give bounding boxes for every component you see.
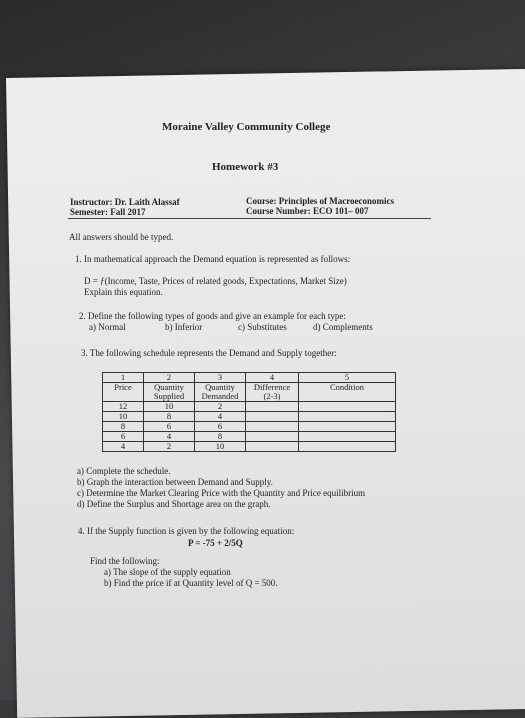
col-number: 1 [103,373,144,383]
instructor-line: Instructor: Dr. Laith Alassaf [70,197,180,207]
q3-subpart-d: d) Define the Surplus and Shortage area on the graph. [77,499,271,509]
question-4: 4. If the Supply function is given by the following equation: [78,526,295,536]
col-number: 4 [246,373,299,383]
supply-equation: P = -75 + 2/5Q [188,538,243,548]
column-header: Condition [299,383,396,402]
table-cell [299,422,396,432]
column-header: Quantity Supplied [144,383,195,402]
demand-equation: D = ƒ(Income, Taste, Prices of related goods, Expectations, Market Size) [84,276,347,286]
table-cell: 6 [103,432,144,442]
header-divider [68,218,431,219]
table-cell: 4 [144,432,195,442]
goods-option-a: a) Normal [89,322,126,332]
schedule-table [102,372,396,452]
goods-option-b: b) Inferior [165,322,203,332]
table-cell: 10 [144,402,195,412]
q3-subpart-c: c) Determine the Market Clearing Price with the Quantity and Price equilibrium [77,488,366,498]
question-1: 1. In mathematical approach the Demand equation is represented as follows: [75,254,351,264]
goods-option-d: d) Complements [313,322,373,332]
table-cell: 2 [144,442,195,452]
table-cell [299,412,396,422]
table-cell [299,442,396,452]
explain-equation: Explain this equation. [84,287,163,297]
column-header: Price [103,383,144,402]
table-cell: 6 [195,422,246,432]
table-cell: 8 [195,432,246,442]
goods-option-c: c) Substitutes [238,322,287,332]
table-row [103,402,396,412]
table-row [103,432,396,442]
q3-subpart-b: b) Graph the interaction between Demand and Supply. [77,477,273,487]
q4-subpart-b: b) Find the price if at Quantity level of Q = 500. [104,578,278,588]
table-cell: 10 [103,412,144,422]
column-header: Quantity Demanded [195,383,246,402]
table-row [103,442,396,452]
table-cell [299,432,396,442]
table-cell: 6 [144,422,195,432]
table-cell: 8 [144,412,195,422]
table-cell [246,402,299,412]
semester-line: Semester: Fall 2017 [70,207,146,217]
table-cell [246,442,299,452]
q4-subpart-a: a) The slope of the supply equation [104,567,231,577]
table-cell [246,412,299,422]
col-number: 2 [144,373,195,383]
table-cell: 4 [195,412,246,422]
col-number: 5 [299,373,396,383]
course-line: Course: Principles of Macroeconomics [246,196,395,206]
table-cell [299,402,396,412]
question-2: 2. Define the following types of goods and give an example for each type: [79,311,346,321]
table-cell: 4 [103,442,144,452]
table-cell: 10 [195,442,246,452]
find-following: Find the following: [90,556,160,566]
table-row [103,373,396,383]
table-cell: 2 [195,402,246,412]
table-cell [246,422,299,432]
q3-subpart-a: a) Complete the schedule. [77,466,171,476]
column-header: Difference (2-3) [246,383,299,402]
col-number: 3 [195,373,246,383]
table-row [103,422,396,432]
table-cell: 8 [103,422,144,432]
college-name: Moraine Valley Community College [162,121,331,133]
table-row [103,383,396,402]
table-cell: 12 [103,402,144,412]
course-number-line: Course Number: ECO 101– 007 [246,206,369,216]
question-3: 3. The following schedule represents the Demand and Supply together: [81,348,337,358]
table-cell [246,432,299,442]
typed-note: All answers should be typed. [69,232,174,242]
table-row [103,412,396,422]
homework-title: Homework #3 [212,161,279,173]
